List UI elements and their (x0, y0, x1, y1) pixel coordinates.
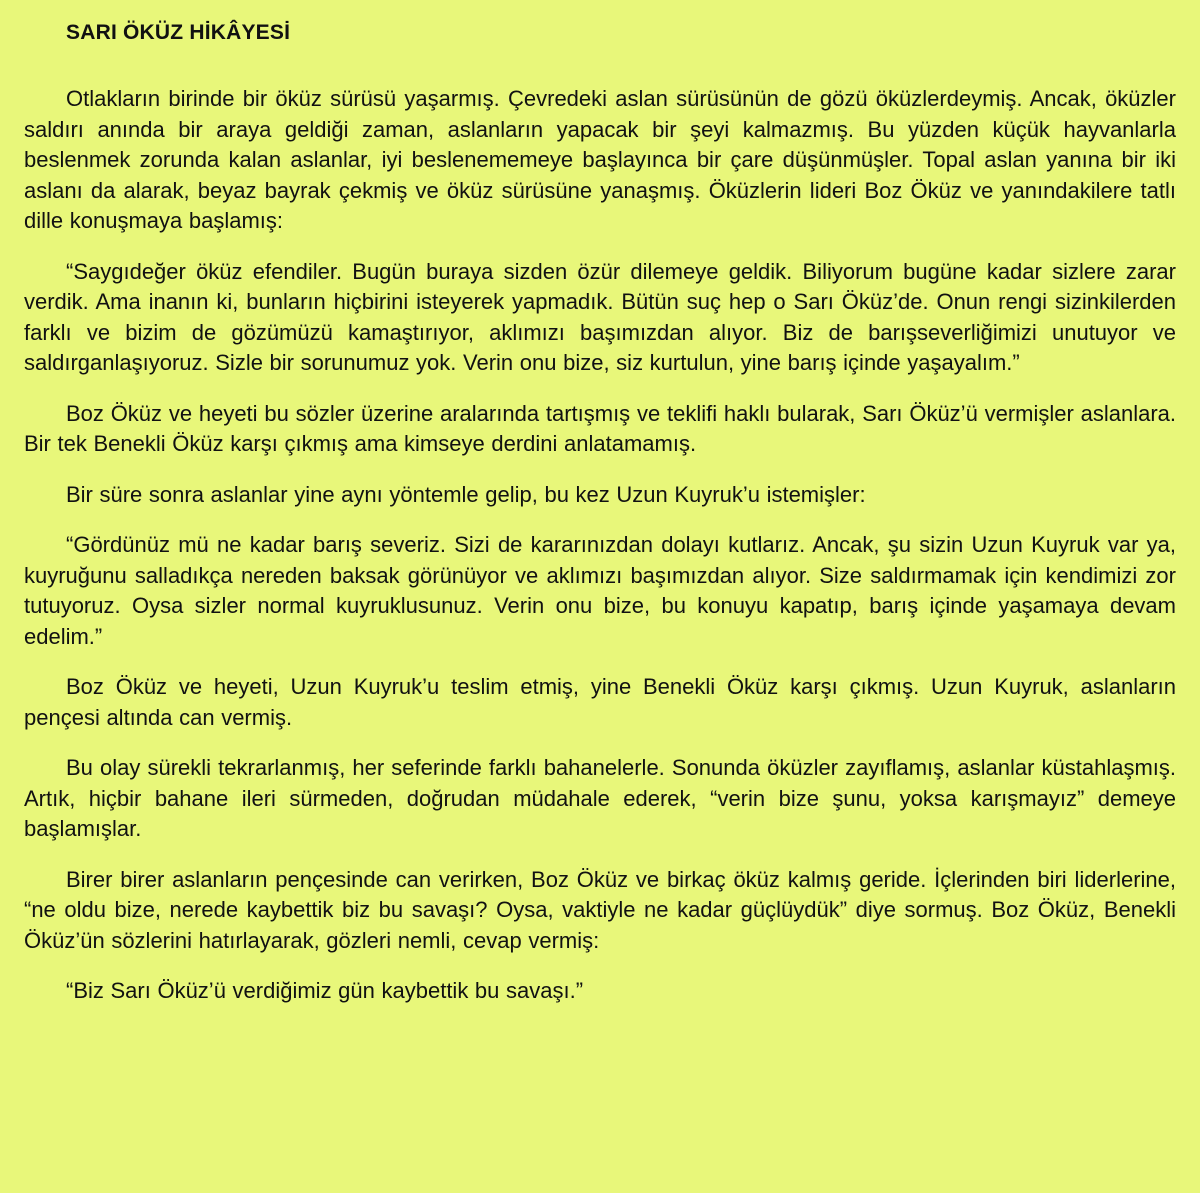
paragraph-8: Birer birer aslanların pençesinde can verirken, Boz Öküz ve birkaç öküz kalmış geride. İçlerinden biri liderlerine, “ne oldu bize, nerede kaybettik biz bu savaşı? Oysa, vaktiyle ne kadar güçlüydük” diye sormuş. Boz Öküz, Benekli Öküz’ün sözlerini hatırlayarak, gözleri nemli, cevap vermiş: (24, 866, 1176, 953)
paragraph-7: Bu olay sürekli tekrarlanmış, her seferinde farklı bahanelerle. Sonunda öküzler zayıflamış, aslanlar küstahlaşmış. Artık, hiçbir bahane ileri sürmeden, doğrudan müdahale ederek, “verin bize şunu, yoksa karışmayız” demeye başlamışlar. (24, 755, 1176, 841)
paragraph-2: “Saygıdeğer öküz efendiler. Bugün buraya sizden özür dilemeye geldik. Biliyorum bugüne kadar sizlere zarar verdik. Ama inanın ki, bunların hiçbirini isteyerek yapmadık. Bütün suç hep o Sarı Öküz’de. Onun rengi sizinkilerden farklı ve bizim de gözümüzü kamaştırıyor, aklımızı başımızdan alıyor. Biz de barışseverliğimizi unutuyor ve saldırganlaşıyoruz. Sizle bir sorunumuz yok. Verin onu bize, siz kurtulun, yine barış içinde yaşayalım.” (24, 258, 1176, 375)
paragraph-5: “Gördünüz mü ne kadar barış severiz. Sizi de kararınızdan dolayı kutlarız. Ancak, şu sizin Uzun Kuyruk var ya, kuyruğunu salladıkça nereden baksak görünüyor ve aklımızı başımızdan alıyor. Size saldırmamak için kendimizi zor tutuyoruz. Oysa sizler normal kuyruklusunuz. Verin onu bize, bu konuyu kapatıp, barış içinde yaşamaya devam edelim.” (24, 532, 1176, 649)
paragraph-6: Boz Öküz ve heyeti, Uzun Kuyruk’u teslim etmiş, yine Benekli Öküz karşı çıkmış. Uzun Kuyruk, aslanların pençesi altında can vermiş. (24, 674, 1176, 730)
paragraph-3: Boz Öküz ve heyeti bu sözler üzerine aralarında tartışmış ve teklifi haklı bularak, Sarı Öküz’ü vermişler aslanlara. Bir tek Benekli Öküz karşı çıkmış ama kimseye derdini anlatamamış. (24, 400, 1176, 456)
paragraph-4: Bir süre sonra aslanlar yine aynı yöntemle gelip, bu kez Uzun Kuyruk’u istemişler: (66, 481, 866, 507)
paragraph-9: “Biz Sarı Öküz’ü verdiğimiz gün kaybettik bu savaşı.” (66, 978, 584, 1003)
document-title: SARI ÖKÜZ HİKÂYESİ (66, 21, 291, 44)
paragraph-1: Otlakların birinde bir öküz sürüsü yaşarmış. Çevredeki aslan sürüsünün de gözü öküzlerdeymiş. Ancak, öküzler saldırı anında bir araya geldiği zaman, aslanların yapacak bir şeyi kalmazmış. Bu yüzden küçük hayvanlarla beslenmek zorunda kalan aslanlar, iyi beslenememeye başlayınca bir çare düşünmüşler. Topal aslan yanına bir iki aslanı da alarak, beyaz bayrak çekmiş ve öküz sürüsüne yanaşmış. Öküzlerin lideri Boz Öküz ve yanındakilere tatlı dille konuşmaya başlamış: (24, 86, 1176, 233)
